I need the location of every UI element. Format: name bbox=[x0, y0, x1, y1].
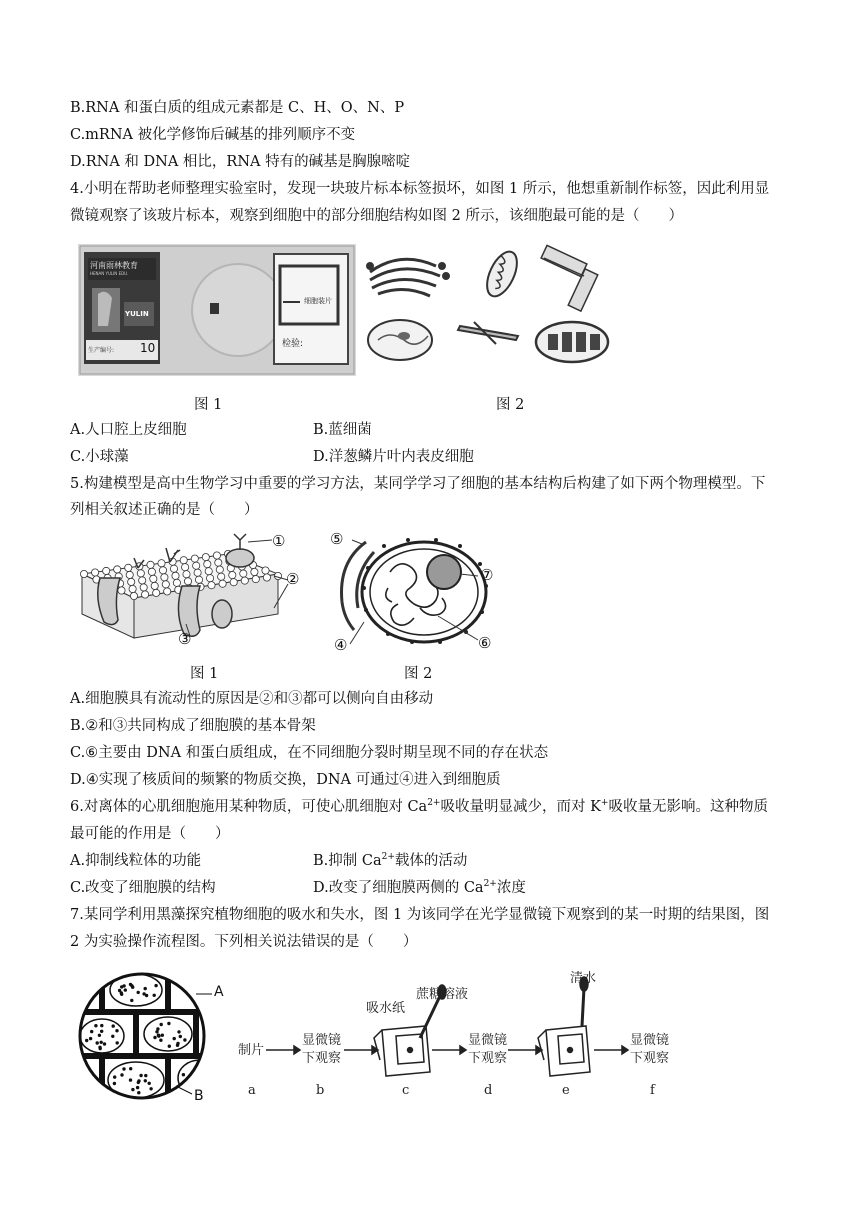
q5-option-c: C.⑥主要由 DNA 和蛋白质组成，在不同细胞分裂时期呈现不同的存在状态 bbox=[70, 745, 549, 761]
flow-letter-d: d bbox=[484, 1083, 493, 1098]
q4-option-a: A.人口腔上皮细胞 bbox=[70, 422, 187, 438]
slide-school-en: HENAN YULIN EDU. bbox=[90, 271, 129, 276]
q6-stem-part3: 吸收量无影响。这种物质 bbox=[608, 799, 768, 815]
q4-option-d: D.洋葱鳞片叶内表皮细胞 bbox=[313, 449, 474, 465]
flow-observe-b-2: 下观察 bbox=[302, 1051, 342, 1066]
q7-stem-line2: 2 为实验操作流程图。下列相关说法错误的是（ ） bbox=[70, 934, 418, 950]
q6-optd-sup: 2+ bbox=[483, 879, 497, 889]
flow-letter-a: a bbox=[248, 1083, 256, 1098]
q6-optb-part2: 载体的活动 bbox=[394, 853, 468, 869]
chloroplast bbox=[536, 322, 608, 362]
q7-label-b: B bbox=[194, 1088, 204, 1104]
q4-option-b: B.蓝细菌 bbox=[313, 422, 372, 438]
flow-letter-c: c bbox=[402, 1083, 410, 1098]
mitochondrion bbox=[481, 247, 523, 301]
q4-stem-line2: 微镜观察了该玻片标本，观察到细胞中的部分细胞结构如图 2 所示，该细胞最可能的是（ ） bbox=[70, 208, 683, 224]
q4-fig1-caption: 图 1 bbox=[194, 397, 223, 413]
q5-option-d: D.④实现了核质间的频繁的物质交换，DNA 可通过④进入到细胞质 bbox=[70, 772, 501, 788]
q4-stem-line1: 4.小明在帮助老师整理实验室时，发现一块玻片标本标签损坏，如图 1 所示，他想重新制作标签，因此利用显 bbox=[70, 181, 770, 197]
q7-figure1-microscope-view bbox=[72, 972, 232, 1108]
flow-observe-d-1: 显微镜 bbox=[468, 1033, 508, 1048]
slide-title-label: 细胞装片 bbox=[304, 297, 332, 305]
q6-optd-part1: D.改变了细胞膜两侧的 Ca bbox=[313, 880, 484, 896]
mark-6: ⑥ bbox=[478, 634, 492, 652]
q4-figure1-slide bbox=[78, 244, 356, 376]
q5-stem-line1: 5.构建模型是高中生物学习中重要的学习方法，某同学学习了细胞的基本结构后构建了如下两个物理模型。下 bbox=[70, 476, 766, 492]
q6-stem-part2: 吸收量明显减少，而对 K bbox=[440, 799, 601, 815]
q5-figure2-nucleus bbox=[328, 528, 504, 656]
q5-stem-line2: 列相关叙述正确的是（ ） bbox=[70, 502, 259, 518]
flow-letter-f: f bbox=[650, 1083, 655, 1098]
q6-optb-part1: B.抑制 Ca bbox=[313, 853, 382, 869]
q3-option-c: C.mRNA 被化学修饰后碱基的排列顺序不变 bbox=[70, 127, 356, 143]
flow-water: 清水 bbox=[570, 971, 597, 986]
q6-stem-part1: 6.对离体的心肌细胞施用某种物质，可使心肌细胞对 Ca bbox=[70, 799, 428, 815]
q3-option-d: D.RNA 和 DNA 相比，RNA 特有的碱基是胸腺嘧啶 bbox=[70, 154, 411, 170]
nuclear-envelope bbox=[362, 542, 486, 642]
slide-with-water bbox=[538, 977, 590, 1076]
flow-observe-f-2: 下观察 bbox=[630, 1051, 670, 1066]
mark-1: ① bbox=[272, 532, 286, 550]
q6-stem-line2: 最可能的作用是（ ） bbox=[70, 826, 230, 842]
q7-label-a: A bbox=[214, 984, 224, 1000]
golgi-apparatus bbox=[368, 259, 449, 296]
q6-optb-sup: 2+ bbox=[381, 852, 395, 862]
mark-2: ② bbox=[286, 570, 300, 588]
q5-option-b: B.②和③共同构成了细胞膜的基本骨架 bbox=[70, 718, 316, 734]
q5-option-a: A.细胞膜具有流动性的原因是②和③都可以侧向自由移动 bbox=[70, 691, 434, 707]
nucleolus bbox=[427, 555, 461, 589]
q4-option-c: C.小球藻 bbox=[70, 449, 129, 465]
mark-7: ⑦ bbox=[480, 566, 494, 584]
flow-letter-b: b bbox=[316, 1083, 325, 1098]
ribosome-strand bbox=[458, 322, 518, 344]
q6-option-d bbox=[313, 878, 526, 898]
q4-fig2-caption: 图 2 bbox=[496, 397, 525, 413]
q3-option-b: B.RNA 和蛋白质的组成元素都是 C、H、O、N、P bbox=[70, 100, 405, 116]
slide-serial-number: 10 bbox=[140, 341, 156, 355]
q4-figure2-organelles bbox=[364, 244, 614, 368]
slide-serial-prefix: 生产编号: bbox=[88, 347, 115, 354]
flow-letter-e: e bbox=[562, 1083, 570, 1098]
flow-observe-b-1: 显微镜 bbox=[302, 1033, 342, 1048]
flow-absorb-paper: 吸水纸 bbox=[366, 1001, 406, 1016]
flow-observe-d-2: 下观察 bbox=[468, 1051, 508, 1066]
q6-option-b bbox=[313, 851, 467, 871]
q5-figure1-membrane bbox=[78, 524, 308, 652]
mark-3: ③ bbox=[178, 630, 192, 648]
mark-4: ④ bbox=[334, 636, 348, 654]
slide-logo: YULIN bbox=[125, 310, 149, 318]
q6-sup-k: + bbox=[600, 798, 609, 808]
flow-step-make: 制片 bbox=[238, 1043, 265, 1058]
q6-option-a: A.抑制线粒体的功能 bbox=[70, 853, 202, 869]
q6-sup-ca: 2+ bbox=[427, 798, 441, 808]
q6-stem-line1 bbox=[70, 797, 768, 817]
q5-fig2-caption: 图 2 bbox=[404, 666, 433, 682]
q6-optd-part2: 浓度 bbox=[496, 880, 526, 896]
flow-sucrose: 蔗糖溶液 bbox=[416, 987, 469, 1002]
centriole bbox=[541, 245, 598, 311]
q7-stem-line1: 7.某同学利用黑藻探究植物细胞的吸水和失水，图 1 为该同学在光学显微镜下观察到的某一时期的结果图，图 bbox=[70, 907, 770, 923]
vesicle-organelle bbox=[368, 320, 432, 360]
q5-fig1-caption: 图 1 bbox=[190, 666, 219, 682]
flow-observe-f-1: 显微镜 bbox=[630, 1033, 670, 1048]
slide-check-label: 检验: bbox=[282, 339, 304, 349]
mark-5: ⑤ bbox=[330, 530, 344, 548]
q6-option-c: C.改变了细胞膜的结构 bbox=[70, 880, 216, 896]
slide-school-name: 河南雨林教育 bbox=[90, 261, 138, 270]
q7-figure2-flow bbox=[232, 966, 682, 1100]
